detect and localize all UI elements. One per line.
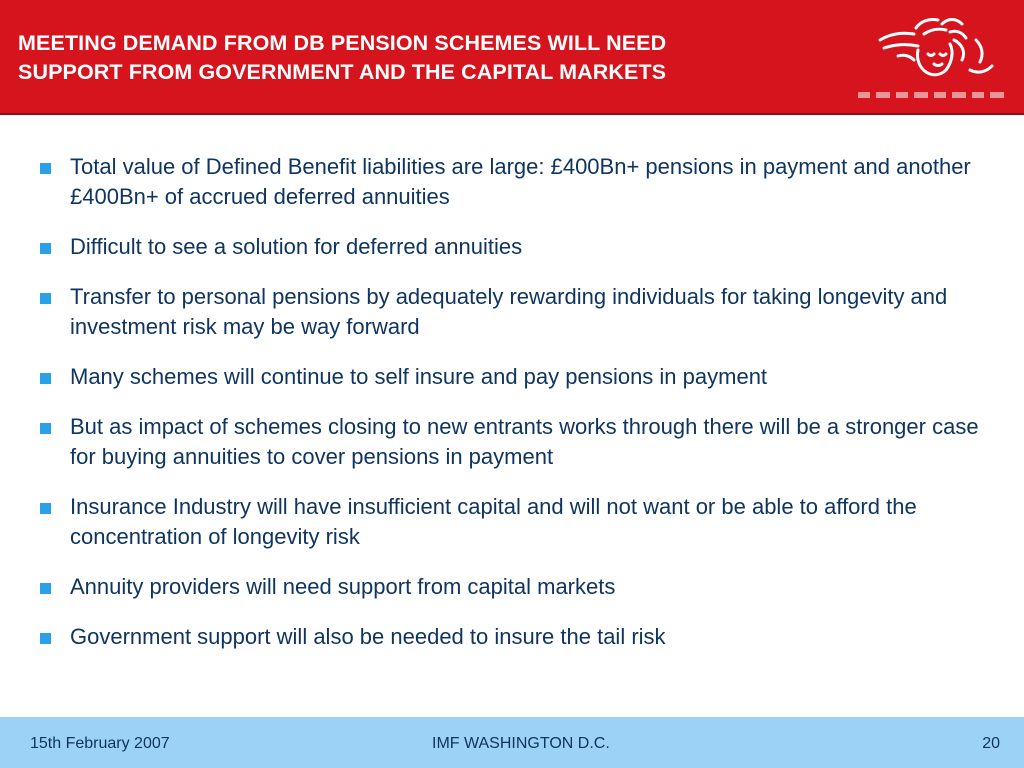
list-item <box>38 152 1008 212</box>
page-number: 20 <box>982 735 1000 752</box>
slide-title <box>18 29 838 87</box>
list-item <box>38 362 1008 392</box>
list-item-text: Difficult to see a solution for deferred annuities <box>70 234 523 259</box>
slide-title-line-1: MEETING DEMAND FROM DB PENSION SCHEMES WILL NEED <box>18 31 667 55</box>
square-bullet-icon <box>40 423 51 434</box>
square-bullet-icon <box>40 243 51 254</box>
list-item-text: Annuity providers will need support from capital markets <box>70 574 616 599</box>
list-item <box>38 622 1008 652</box>
list-item <box>38 232 1008 262</box>
list-item <box>38 412 1008 472</box>
list-item <box>38 282 1008 342</box>
square-bullet-icon <box>40 293 51 304</box>
list-item-text: Total value of Defined Benefit liabilities are large: £400Bn+ pensions in payment and another £400Bn+ of accrued deferred annuities <box>70 154 971 209</box>
list-item-text: Insurance Industry will have insufficient capital and will not want or be able to afford the concentration of longevity risk <box>70 494 917 549</box>
slide-title-line-2: SUPPORT FROM GOVERNMENT AND THE CAPITAL MARKETS <box>18 60 667 84</box>
list-item-text: Transfer to personal pensions by adequately rewarding individuals for taking longevity and investment risk may be way forward <box>70 284 948 339</box>
slide-header <box>0 0 1024 115</box>
list-item <box>38 492 1008 552</box>
bullet-list <box>38 152 1008 672</box>
footer-date: 15th February 2007 <box>30 735 170 752</box>
slide-footer <box>0 717 1024 768</box>
prudential-head-logo-icon <box>858 10 1018 110</box>
square-bullet-icon <box>40 503 51 514</box>
list-item-text: Government support will also be needed to insure the tail risk <box>70 624 666 649</box>
square-bullet-icon <box>40 373 51 384</box>
list-item-text: Many schemes will continue to self insure and pay pensions in payment <box>70 364 768 389</box>
list-item <box>38 572 1008 602</box>
footer-event: IMF WASHINGTON D.C. <box>432 735 610 752</box>
list-item-text: But as impact of schemes closing to new entrants works through there will be a stronger case for buying annuities to cover pensions in payment <box>70 414 979 469</box>
square-bullet-icon <box>40 633 51 644</box>
square-bullet-icon <box>40 583 51 594</box>
square-bullet-icon <box>40 163 51 174</box>
